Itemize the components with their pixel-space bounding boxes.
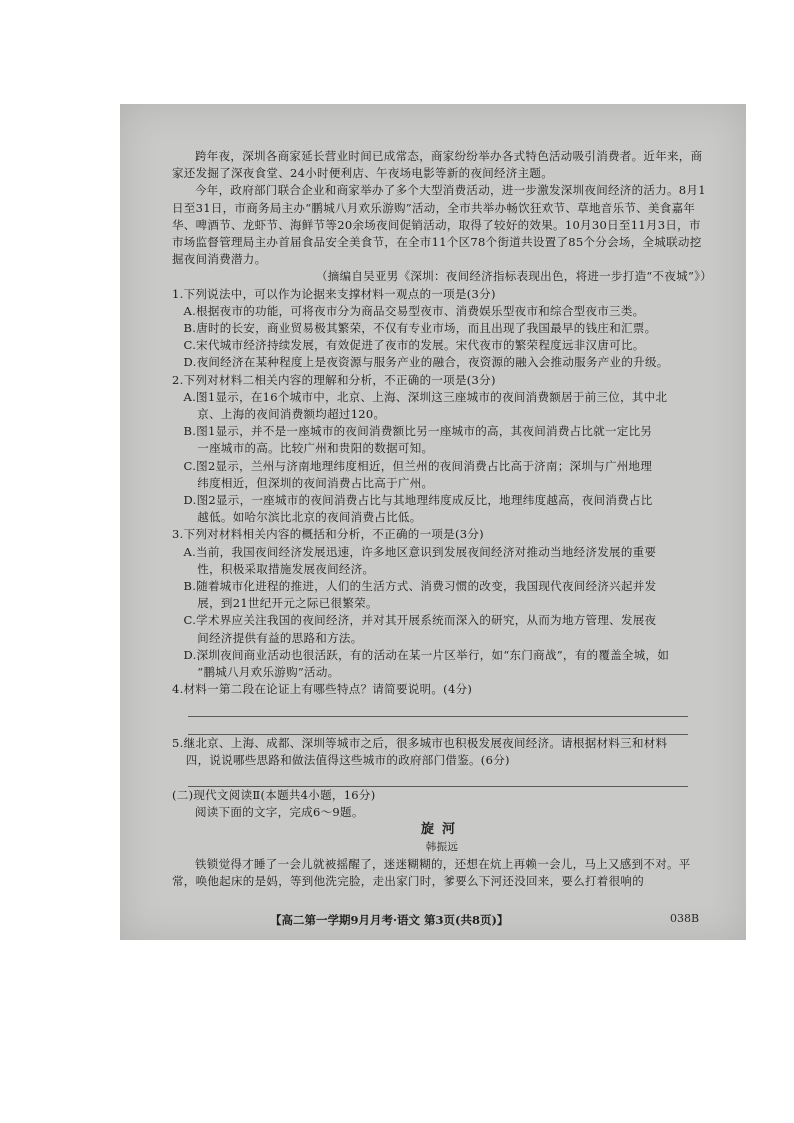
question-2-option-b: B.图1显示，并不是一座城市的夜间消费额比另一座城市的高，其夜间消费占比就一定比另 一座城市的高。比较广州和贵阳的数据可知。 bbox=[183, 424, 653, 456]
question-1-options bbox=[172, 303, 712, 372]
paragraph-2: 今年，政府部门联合企业和商家举办了多个大型消费活动，进一步激发深圳夜间经济的活力。8月1日至31日，市商务局主办“鹏城八月欢乐游购”活动，全市共举办畅饮狂欢节、草地音乐节、美食嘉年华、啤酒节、龙虾节、海鲜节等20余场夜间促销活动，取得了较好的效果。10月30日至11月3日，市市场监督管理局主办首届食品安全美食节，在全市11个区78个街道共设置了85个分会场，全城联动挖掘夜间消费潜力。 bbox=[172, 183, 706, 267]
page-content bbox=[172, 148, 712, 890]
scanned-page bbox=[120, 104, 746, 940]
section-heading: (二)现代文阅读Ⅱ(本题共4小题，16分) bbox=[172, 787, 376, 802]
question-3-option-c: C.学术界应关注我国的夜间经济，并对其开展系统而深入的研究，从而为地方管理、发展夜 间经济提供有益的思路和方法。 bbox=[183, 613, 657, 645]
question-3-option-b: B.随着城市化进程的推进，人们的生活方式、消费习惯的改变，我国现代夜间经济兴起并发 展，到21世纪开元之际已很繁荣。 bbox=[183, 579, 657, 611]
paragraph-1: 跨年夜，深圳各商家延长营业时间已成常态，商家纷纷举办各式特色活动吸引消费者。近年来，商家还发掘了深夜食堂、24小时便利店、午夜场电影等新的夜间经济主题。 bbox=[172, 149, 703, 181]
question-1-option-b: B.唐时的长安，商业贸易极其繁荣，不仅有专业市场，而且出现了我国最早的钱庄和汇票。 bbox=[183, 321, 657, 336]
question-3-stem: 3.下列对材料相关内容的概括和分析，不正确的一项是(3分) bbox=[172, 527, 484, 542]
source-citation: （摘编自吴亚男《深圳：夜间经济指标表现出色，将进一步打造“不夜城”》） bbox=[315, 269, 712, 284]
story-author: 韩振远 bbox=[425, 840, 459, 853]
answer-line bbox=[188, 701, 688, 717]
question-1-option-c: C.宋代城市经济持续发展，有效促进了夜市的发展。宋代夜市的繁荣程度远非汉唐可比。 bbox=[183, 338, 645, 353]
question-1-option-a: A.根据夜市的功能，可将夜市分为商品交易型夜市、消费娱乐型夜市和综合型夜市三类。 bbox=[183, 303, 645, 318]
reading-instruction: 阅读下面的文字，完成6～9题。 bbox=[195, 805, 364, 820]
question-4-stem: 4.材料一第二段在论证上有哪些特点？请简要说明。(4分) bbox=[172, 682, 473, 697]
question-5-stem: 5.继北京、上海、成都、深圳等城市之后，很多城市也积极发展夜间经济。请根据材料三和材料 四，说说哪些思路和做法值得这些城市的政府部门借鉴。(6分) bbox=[172, 735, 668, 767]
answer-line bbox=[188, 771, 688, 787]
question-2-stem: 2.下列对材料二相关内容的理解和分析，不正确的一项是(3分) bbox=[172, 372, 496, 387]
story-title: 旋河 bbox=[420, 822, 463, 838]
paper-code: 038B bbox=[670, 912, 700, 925]
question-3-options bbox=[172, 544, 712, 682]
page-footer: 【高二第一学期9月月考·语文 第3页(共8页)】 bbox=[270, 913, 509, 927]
story-paragraph-1: 铁锁觉得才睡了一会儿就被摇醒了，迷迷糊糊的，还想在炕上再赖一会儿，马上又感到不对。平常，唤他起床的是妈，等到他洗完脸，走出家门时，爹要么下河还没回来，要么打着很响的 bbox=[172, 856, 691, 888]
question-2-options bbox=[172, 389, 712, 527]
question-2-option-d: D.图2显示，一座城市的夜间消费占比与其地理纬度成反比，地理纬度越高，夜间消费占比 越低。如哈尔滨比北京的夜间消费占比低。 bbox=[183, 493, 653, 525]
question-2-option-a: A.图1显示，在16个城市中，北京、上海、深圳这三座城市的夜间消费额居于前三位，其中北 京、上海的夜间消费额均超过120。 bbox=[183, 389, 668, 422]
question-1-stem: 1.下列说法中，可以作为论据来支撑材料一观点的一项是(3分) bbox=[172, 286, 496, 301]
question-2-option-c: C.图2显示，兰州与济南地理纬度相近，但兰州的夜间消费占比高于济南；深圳与广州地理 纬度相近，但深圳的夜间消费占比高于广州。 bbox=[183, 458, 653, 490]
question-3-option-a: A.当前，我国夜间经济发展迅速，许多地区意识到发展夜间经济对推动当地经济发展的重要 性，积极采取措施发展夜间经济。 bbox=[183, 544, 657, 576]
question-1-option-d: D.夜间经济在某种程度上是夜资源与服务产业的融合，夜资源的融入会推动服务产业的升级。 bbox=[183, 355, 669, 370]
answer-line bbox=[188, 719, 688, 735]
question-3-option-d: D.深圳夜间商业活动也很活跃，有的活动在某一片区举行，如“东门商战”，有的覆盖全城，如 “鹏城八月欢乐游购”活动。 bbox=[183, 647, 670, 680]
